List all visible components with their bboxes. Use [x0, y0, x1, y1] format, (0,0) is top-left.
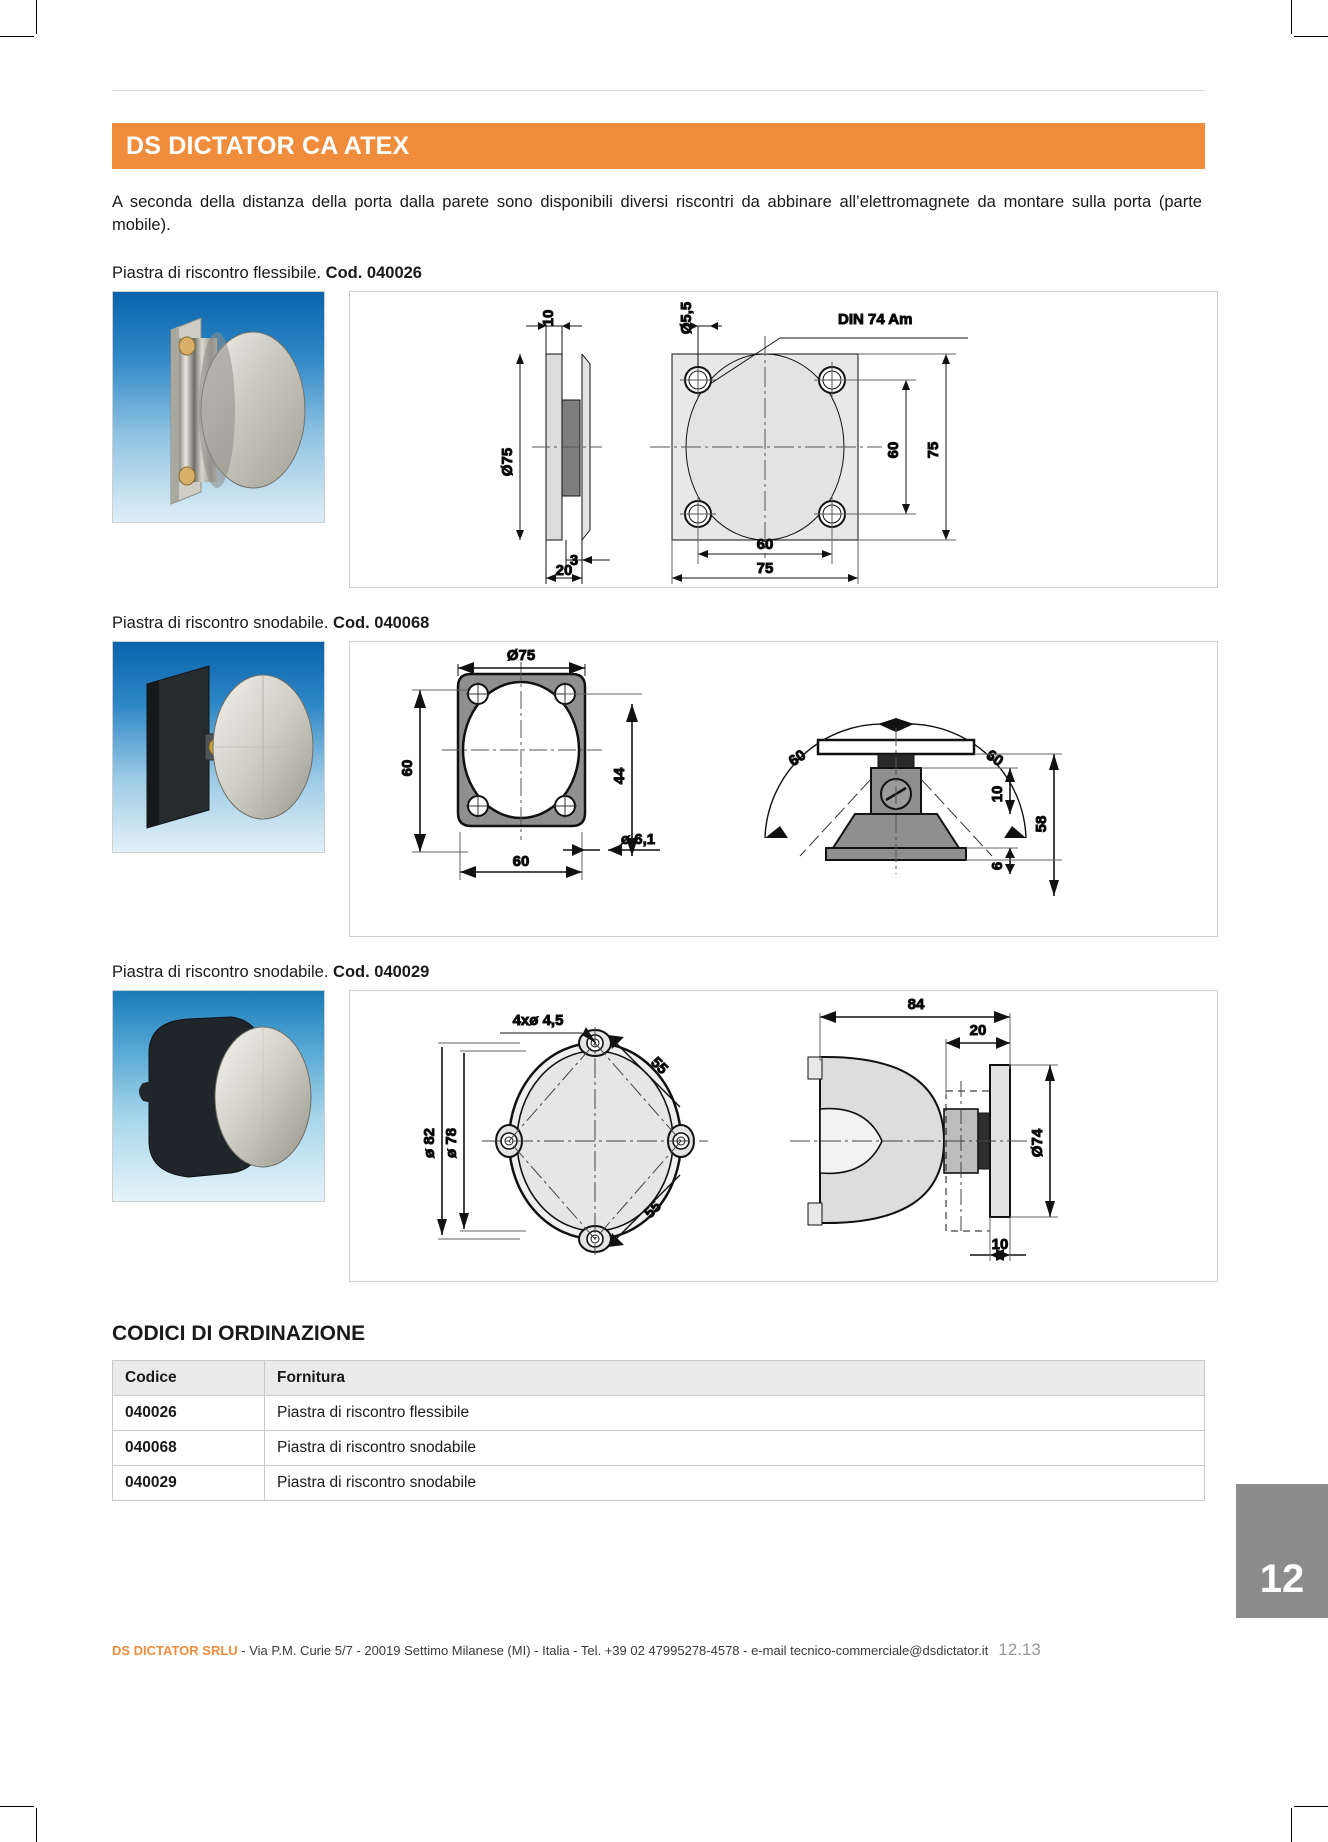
table-cell-desc: Piastra di riscontro flessibile	[265, 1395, 1205, 1430]
dim2-10: 10	[989, 785, 1006, 803]
dim3-55-bottom: 55	[640, 1197, 665, 1222]
product-code-3: Cod. 040029	[333, 962, 430, 981]
product-photo-040068	[112, 641, 325, 853]
crop-mark-tr-h	[1294, 36, 1328, 37]
page-footer	[112, 1640, 1212, 1660]
dim-d75-side: Ø75	[499, 447, 516, 477]
crop-mark-tl-h	[0, 36, 34, 37]
product-label-text-2: Piastra di riscontro snodabile.	[112, 613, 334, 632]
dim-d55: Ø5,5	[678, 301, 695, 335]
drawing-040029	[349, 990, 1218, 1282]
product-label-text-1: Piastra di riscontro flessibile.	[112, 263, 326, 282]
drawing-svg-040026	[350, 292, 1202, 587]
product-row-040029	[112, 990, 1218, 1282]
table-cell-code: 040068	[113, 1430, 265, 1465]
drawing-040026	[349, 291, 1218, 588]
product-row-040026	[112, 291, 1218, 588]
orders-heading: CODICI DI ORDINAZIONE	[112, 1321, 366, 1345]
table-cell-desc: Piastra di riscontro snodabile	[265, 1465, 1205, 1500]
intro-paragraph: A seconda della distanza della porta dalla parete sono disponibili diversi riscontri da abbinare all’elettromagnete da montare sulla porta (parte mobile).	[112, 193, 1202, 235]
dim3-84: 84	[907, 995, 925, 1013]
dim2-d75: Ø75	[506, 646, 536, 664]
dim2-6: 6	[989, 861, 1006, 871]
product-code-2: Cod. 040068	[333, 613, 430, 632]
table-header-row	[113, 1360, 1205, 1395]
dim2-60-bottom: 60	[512, 852, 530, 870]
dim-75-vert: 75	[925, 441, 942, 459]
footer-brand: DS DICTATOR SRLU	[112, 1643, 238, 1658]
table-row	[113, 1465, 1205, 1500]
dim3-10: 10	[991, 1235, 1009, 1253]
dim3-d82: ø 82	[421, 1127, 438, 1158]
dim2-58: 58	[1033, 815, 1050, 833]
drawing-svg-040068	[350, 642, 1202, 936]
table-header-fornitura: Fornitura	[265, 1360, 1205, 1395]
drawing-040068	[349, 641, 1218, 937]
footer-address: - Via P.M. Curie 5/7 - 20019 Settimo Milanese (MI) - Italia - Tel. +39 02 47995278-4578 - e-mail tecnico-commerciale@dsdictator.it	[237, 1643, 989, 1658]
drawing-svg-040029	[350, 991, 1202, 1281]
dim3-d74: Ø74	[1029, 1128, 1046, 1158]
dim2-60-angle-left: 60	[785, 746, 810, 770]
dim2-44: 44	[611, 767, 628, 785]
page-number-tab	[1236, 1484, 1328, 1618]
table-cell-desc: Piastra di riscontro snodabile	[265, 1430, 1205, 1465]
product-label-040068	[112, 614, 1218, 633]
dim3-55-top: 55	[647, 1053, 672, 1078]
top-divider	[112, 90, 1205, 91]
table-row	[113, 1395, 1205, 1430]
crop-mark-bl-v	[36, 1808, 37, 1842]
note-din74am: DIN 74 Am	[838, 310, 913, 328]
product-label-text-3: Piastra di riscontro snodabile.	[112, 962, 334, 981]
dim2-60-angle-right: 60	[982, 746, 1007, 770]
page-content	[112, 90, 1218, 1501]
dim3-20: 20	[969, 1021, 987, 1039]
table-row	[113, 1430, 1205, 1465]
product-photo-040029	[112, 990, 325, 1202]
dim-60-vert: 60	[885, 441, 902, 459]
dim2-60-left: 60	[399, 759, 416, 777]
table-cell-code: 040029	[113, 1465, 265, 1500]
dim-3-bottom: 3	[569, 551, 579, 569]
dim3-d78: ø 78	[443, 1127, 460, 1158]
orders-table	[112, 1360, 1205, 1501]
footer-page-ref: 12.13	[998, 1640, 1041, 1659]
product-label-040026	[112, 264, 1218, 283]
product-photo-040026	[112, 291, 325, 523]
table-header-codice: Codice	[113, 1360, 265, 1395]
product-row-040068	[112, 641, 1218, 937]
page-number: 12	[1259, 1557, 1305, 1601]
dim-75-horiz: 75	[756, 559, 774, 577]
dim2-d61: ø 6,1	[620, 830, 656, 848]
dim-60-horiz: 60	[756, 535, 774, 553]
crop-mark-tl-v	[36, 0, 37, 34]
product-code-1: Cod. 040026	[325, 263, 422, 282]
crop-mark-br-v	[1291, 1808, 1292, 1842]
table-cell-code: 040026	[113, 1395, 265, 1430]
section-title-bar	[112, 123, 1205, 169]
dim-20-bottom: 20	[555, 561, 573, 579]
product-label-040029	[112, 963, 1218, 982]
crop-mark-tr-v	[1291, 0, 1292, 34]
crop-mark-br-h	[1294, 1806, 1328, 1807]
page-title: DS DICTATOR CA ATEX	[126, 131, 410, 160]
crop-mark-bl-h	[0, 1806, 34, 1807]
dim-10-top: 10	[540, 309, 557, 327]
dim3-4x45: 4xø 4,5	[512, 1011, 564, 1029]
